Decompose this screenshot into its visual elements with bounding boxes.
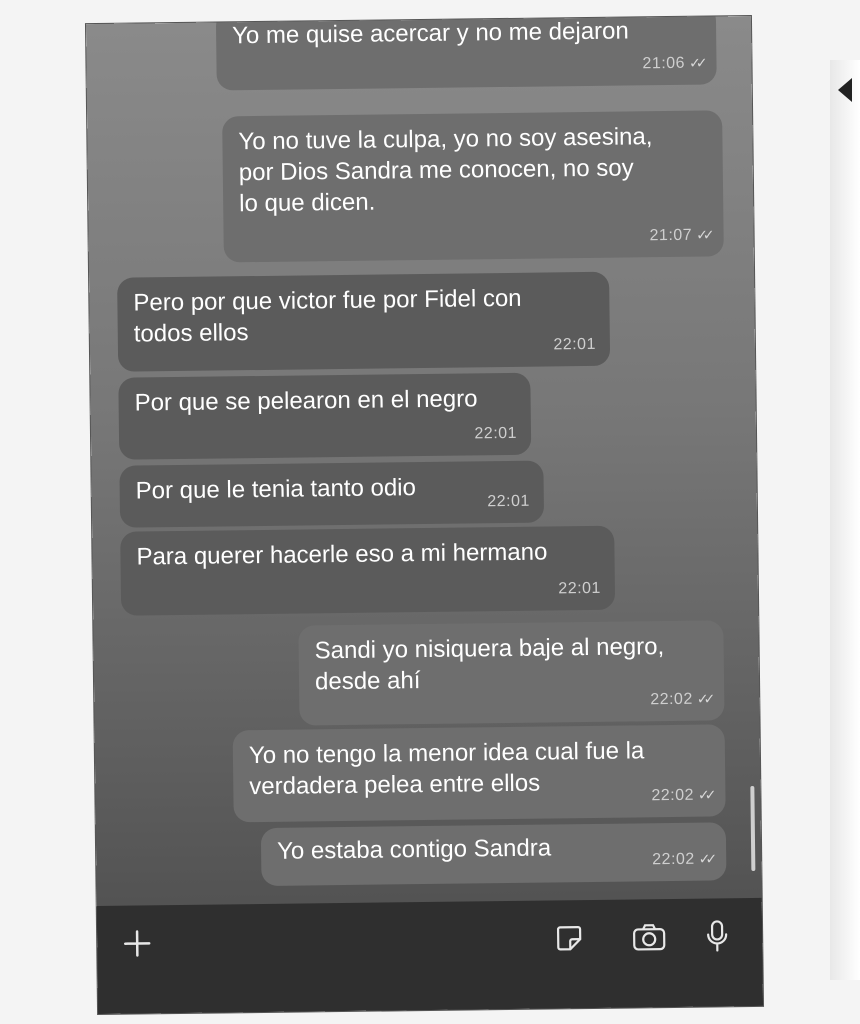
message-list[interactable] [86,16,762,906]
message-meta [642,48,702,80]
message-bubble-incoming[interactable] [118,373,531,460]
message-text: Yo me quise acercar y no me dejaron [231,17,629,50]
input-bar [97,898,763,1014]
message-bubble-outgoing[interactable] [216,16,717,91]
message-bubble-incoming[interactable] [120,526,615,616]
message-text: Yo no tengo la menor idea cual fue la verdadera pelea entre ellos [248,737,645,801]
message-bubble-outgoing[interactable] [298,620,724,725]
message-bubble-outgoing[interactable] [222,110,724,262]
message-bubble-outgoing[interactable] [261,822,727,886]
camera-icon[interactable] [629,917,669,957]
plus-icon[interactable] [117,923,157,963]
message-time: 22:01 [558,579,602,598]
read-receipt-icon: ✓✓ [698,850,713,867]
paper-mark-arrow [838,78,852,102]
message-meta [474,418,517,450]
message-time: 21:07 [649,226,693,245]
message-text: Pero por que victor fue por Fidel con todos ellos [133,284,522,348]
message-text: Por que le tenia tanto odio [135,474,417,505]
microphone-icon[interactable] [697,916,737,956]
message-meta [558,573,601,605]
read-receipt-icon: ✓✓ [696,690,711,707]
message-time: 22:02 [652,850,695,869]
chat-screen [86,16,763,1014]
message-bubble-outgoing[interactable] [233,724,726,822]
message-text: Yo estaba contigo Sandra [276,834,552,865]
sticker-icon[interactable] [549,918,589,958]
message-meta [487,486,530,518]
message-bubble-incoming[interactable] [117,272,610,372]
message-text: Sandi yo nisiquera baje al negro, desde ahí [314,633,665,696]
message-time: 22:02 [650,690,693,709]
message-text: Yo no tuve la culpa, yo no soy asesina, por Dios Sandra me conocen, no soy lo que dicen. [238,123,653,218]
message-meta [650,684,710,716]
read-receipt-icon: ✓✓ [696,226,710,243]
message-time: 22:01 [553,335,597,354]
read-receipt-icon: ✓✓ [688,54,703,71]
message-meta [553,329,596,361]
message-time: 21:06 [642,54,686,73]
message-meta [652,844,712,876]
scrollbar-thumb[interactable] [750,786,755,871]
message-time: 22:01 [487,492,530,511]
read-receipt-icon: ✓✓ [697,786,712,803]
message-time: 22:01 [474,424,518,443]
message-time: 22:02 [651,786,695,805]
message-text: Por que se pelearon en el negro [134,385,478,417]
message-bubble-incoming[interactable] [119,461,544,528]
message-meta [651,780,711,812]
message-text: Para querer hacerle eso a mi hermano [136,538,548,571]
message-meta [649,219,709,251]
paper-edge [830,60,860,980]
